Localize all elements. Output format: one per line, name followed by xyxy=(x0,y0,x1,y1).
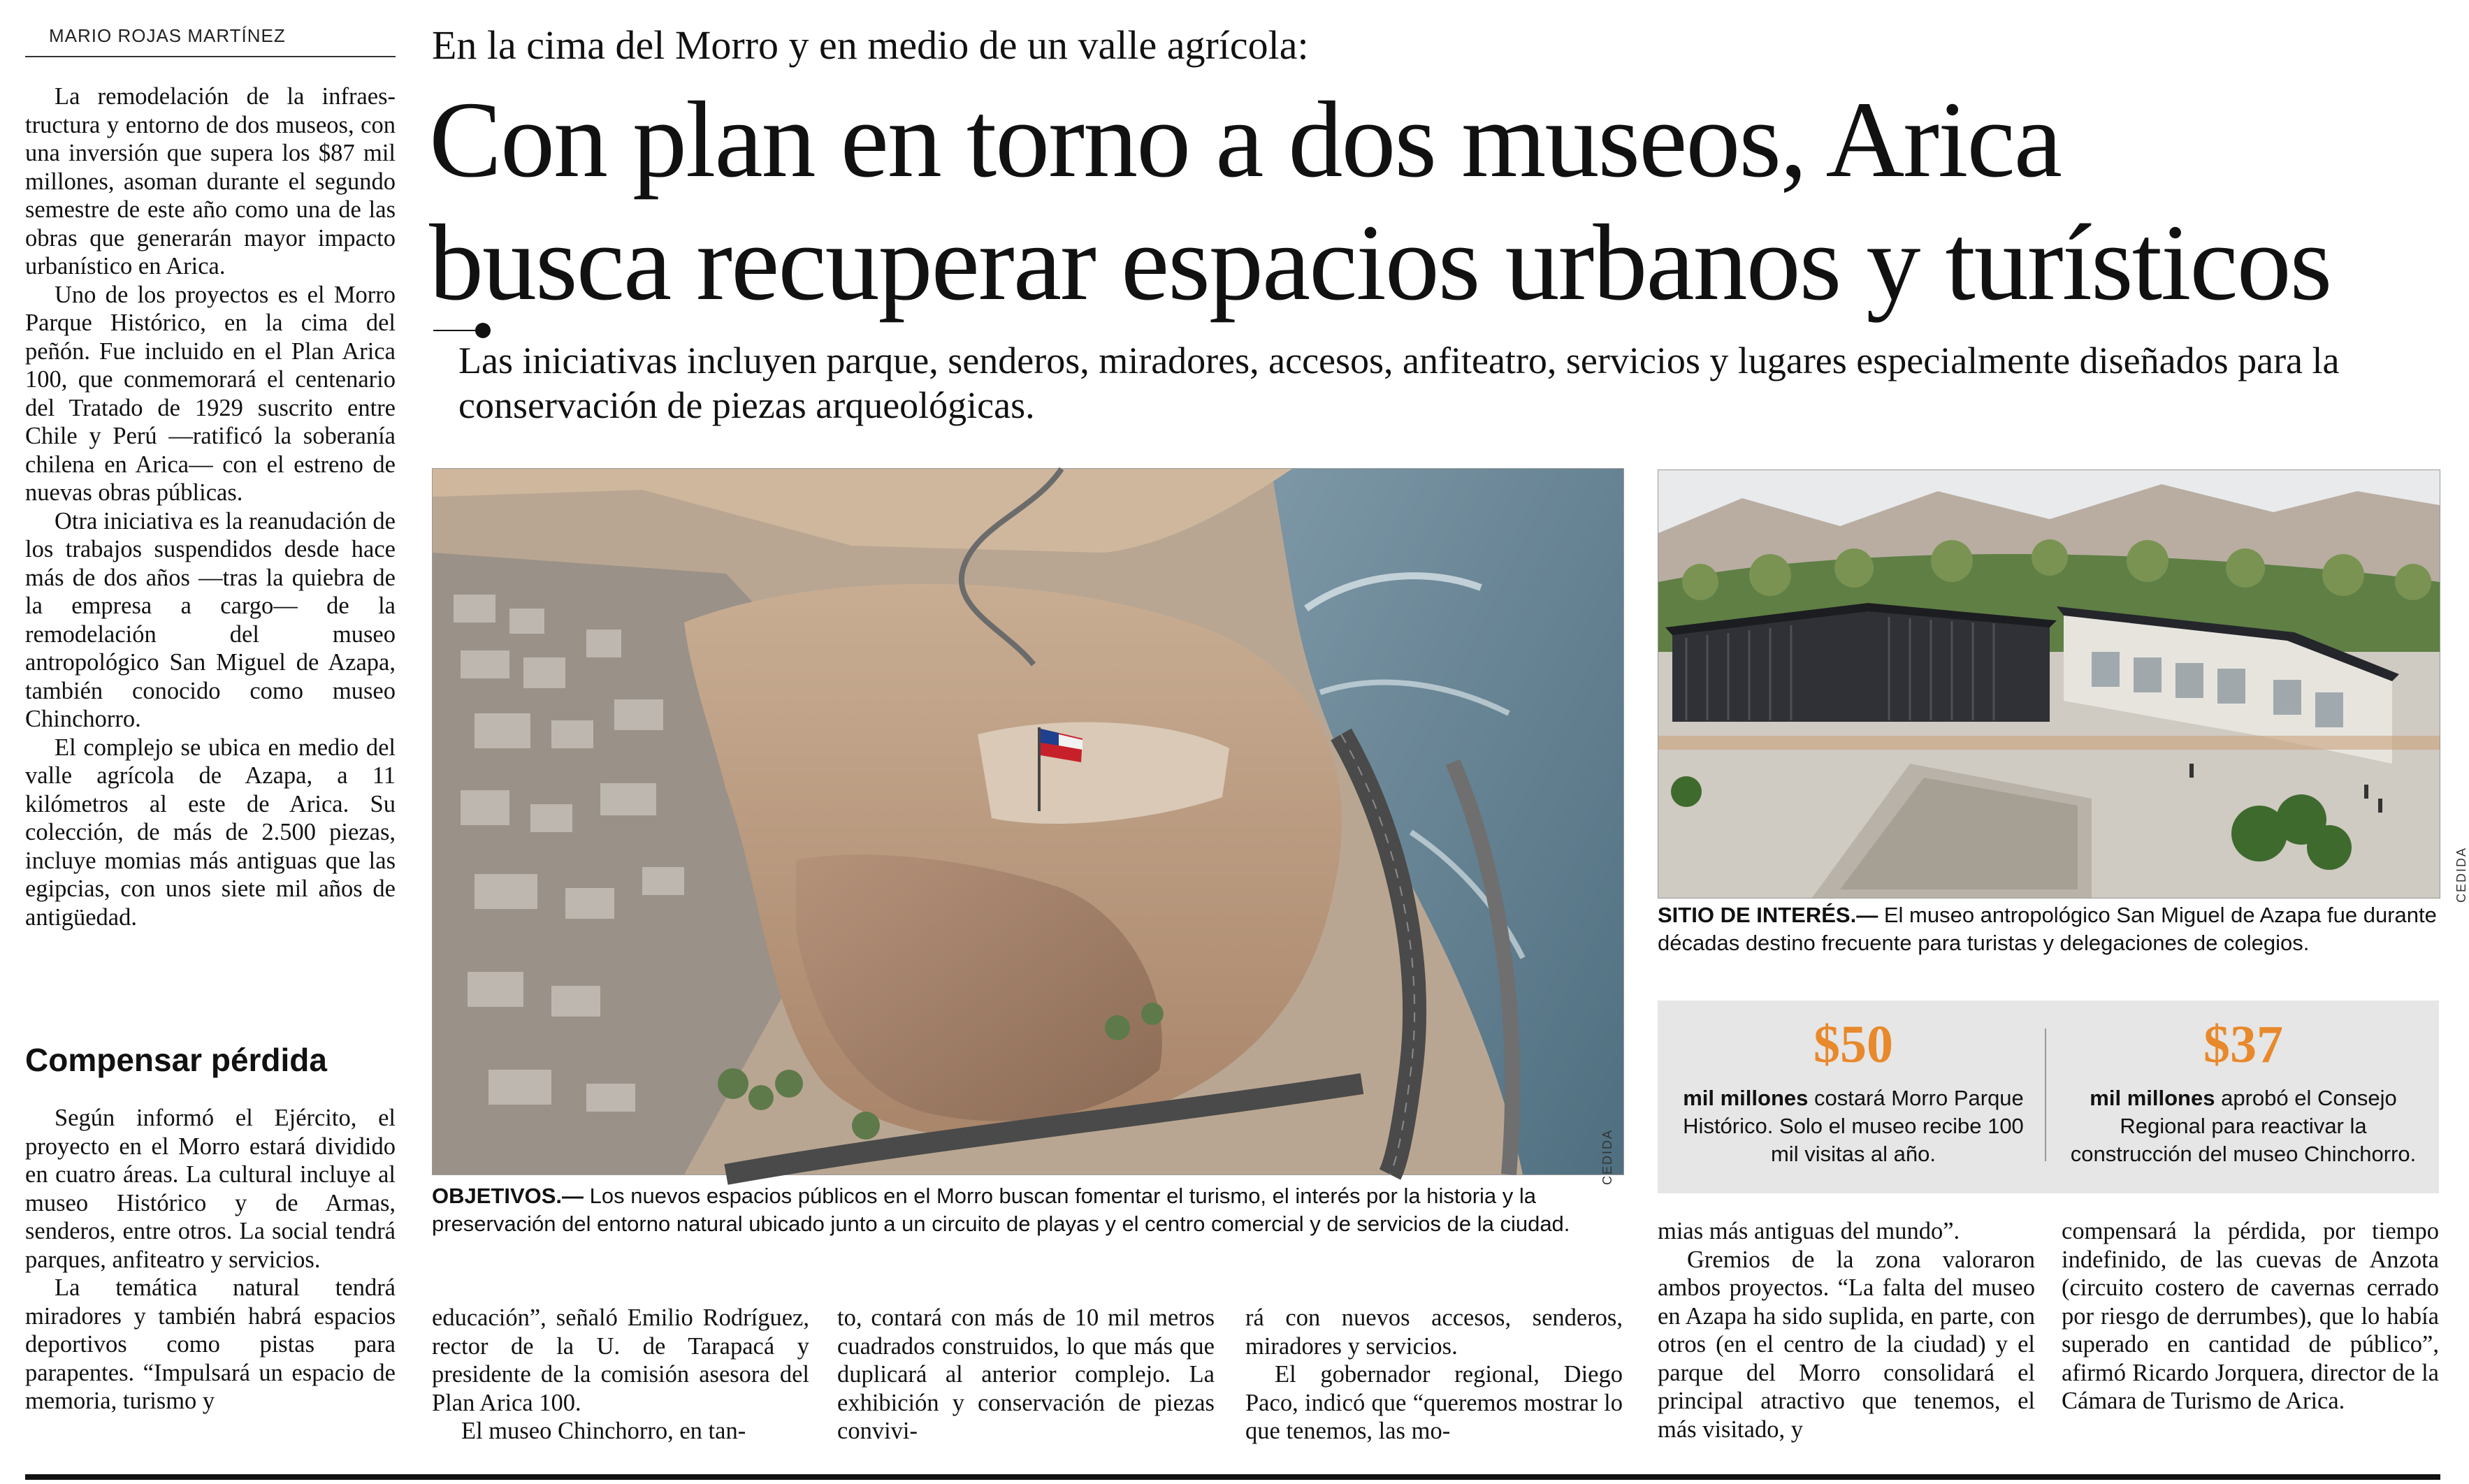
article-column-1-continued xyxy=(25,1104,396,1416)
article-column-6 xyxy=(2062,1217,2439,1416)
byline-rule xyxy=(25,56,396,57)
paragraph: mias más antiguas del mundo”. xyxy=(1658,1218,1960,1244)
headline-line-2: busca recuperar espacios urbanos y turísticos xyxy=(429,202,2331,323)
deck: Las iniciativas incluyen parque, senderos, miradores, accesos, anfiteatro, servicios y lugares especialmente diseñados para la conservación de piezas arqueológicas. xyxy=(458,340,2340,426)
caption-text: Los nuevos espacios públicos en el Morro buscan fomentar el turismo, el interés por la historia y la preservación del entorno natural ubicado junto a un circuito de playas y el centro comercial y de servicios de la ciudad. xyxy=(432,1184,1570,1236)
museum-rendering-photo xyxy=(1658,470,2440,899)
section-subhead: Compensar pérdida xyxy=(25,1042,327,1078)
paragraph: rá con nuevos accesos, senderos, miradores y servicios. xyxy=(1245,1304,1623,1360)
paragraph: La temática natural tendrá miradores y también habrá espacios deportivos como pistas para parapentes. “Impulsará un espacio de memoria, turismo y xyxy=(25,1274,396,1414)
photo-credit: CEDIDA xyxy=(2454,847,2468,903)
deck-rule xyxy=(433,330,475,331)
article-column-5 xyxy=(1658,1217,2035,1443)
morro-aerial-photo xyxy=(432,468,1624,1175)
stat-description-morro xyxy=(1679,1084,2028,1168)
caption-lead: SITIO DE INTERÉS.— xyxy=(1658,903,1878,927)
paragraph: compensará la pérdida, por tiempo indefinido, de las cuevas de Anzota (circuito costero de cavernas cerrado por riesgo de derrumbes), que lo había superado en cantidad de público”, afirmó Ricardo Jorquera, director de la Cámara de Turismo de Arica. xyxy=(2062,1218,2439,1414)
stats-divider xyxy=(2045,1028,2046,1161)
photo-credit: CEDIDA xyxy=(1600,1129,1614,1186)
article-column-3 xyxy=(837,1304,1215,1446)
paragraph: educación”, señaló Emilio Rodríguez, rector de la U. de Tarapacá y presidente de la comisión asesora del Plan Arica 100. xyxy=(432,1304,809,1416)
kicker: En la cima del Morro y en medio de un valle agrícola: xyxy=(432,22,1309,68)
stat-unit: mil millones xyxy=(2090,1086,2215,1110)
stat-value-morro: $50 xyxy=(1813,1015,1893,1074)
stat-text: costará Morro Parque Histórico. Solo el museo recibe 100 mil visitas al año. xyxy=(1683,1086,2024,1166)
bottom-rule xyxy=(25,1474,2440,1480)
photo-caption-sitio-de-interes xyxy=(1658,901,2443,957)
museum-rendering-illustration xyxy=(1658,470,2440,898)
paragraph: Según informó el Ejército, el proyecto en el Morro estará dividido en cuatro áreas. La cultural incluye al museo Histórico y de Armas, senderos, entre otros. La social tendrá parques, anfiteatro y servicios. xyxy=(25,1105,396,1273)
photo-caption-objetivos xyxy=(432,1182,1627,1238)
paragraph: El museo Chinchorro, en tan- xyxy=(461,1418,746,1444)
stat-description-chinchorro xyxy=(2069,1084,2418,1168)
paragraph: El gobernador regional, Diego Paco, indicó que “queremos mostrar lo que tenemos, las mo- xyxy=(1245,1361,1623,1444)
headline xyxy=(429,78,2331,324)
paragraph: Gremios de la zona valoraron ambos proyectos. “La falta del museo en Azapa ha sido suplida, en parte, con otros (en el centro de la ciudad) y el parque del Morro consolidará el principal atractivo que tenemos, el más visitado, y xyxy=(1658,1246,2035,1443)
stat-unit: mil millones xyxy=(1683,1086,1809,1110)
paragraph: Uno de los proyectos es el Morro Parque Histórico, en la cima del peñón. Fue incluido en el Plan Arica 100, que conmemorará el centenario del Tratado de 1929 suscrito entre Chile y Perú —ratificó la soberanía chilena en Arica— con el estreno de nuevas obras públicas. xyxy=(25,281,396,506)
paragraph: to, contará con más de 10 mil metros cuadrados construidos, lo que más que duplicará al anterior complejo. La exhibición y conservación de piezas convivi- xyxy=(837,1304,1215,1444)
deck-bullet xyxy=(475,323,491,338)
caption-text: El museo antropológico San Miguel de Azapa fue durante décadas destino frecuente para turistas y delegaciones de colegios. xyxy=(1658,903,2437,955)
caption-lead: OBJETIVOS.— xyxy=(432,1184,584,1208)
headline-line-1: Con plan en torno a dos museos, Arica xyxy=(429,79,2061,200)
stat-text: aprobó el Consejo Regional para reactivar la construcción del museo Chinchorro. xyxy=(2070,1086,2417,1166)
article-column-1 xyxy=(25,82,396,931)
paragraph: La remodelación de la infraes-tructura y entorno de dos museos, con una inversión que supera los $87 mil millones, asoman durante el segundo semestre de este año como una de las obras que generarán mayor impacto urbanístico en Arica. xyxy=(25,83,396,279)
stat-value-chinchorro: $37 xyxy=(2203,1015,2283,1074)
byline: MARIO ROJAS MARTÍNEZ xyxy=(49,25,286,46)
morro-aerial-illustration xyxy=(433,469,1623,1174)
article-column-4 xyxy=(1245,1304,1623,1446)
article-column-2 xyxy=(432,1304,809,1446)
paragraph: Otra iniciativa es la reanudación de los trabajos suspendidos desde hace más de dos años —tras la quiebra de la empresa a cargo— de la remodelación del museo antropológico San Miguel de Azapa, también conocido como museo Chinchorro. xyxy=(25,507,396,732)
paragraph: El complejo se ubica en medio del valle agrícola de Azapa, a 11 kilómetros al este de Arica. Su colección, de más de 2.500 piezas, incluye momias más antiguas que las egipcias, con unos siete mil años de antigüedad. xyxy=(25,734,396,931)
